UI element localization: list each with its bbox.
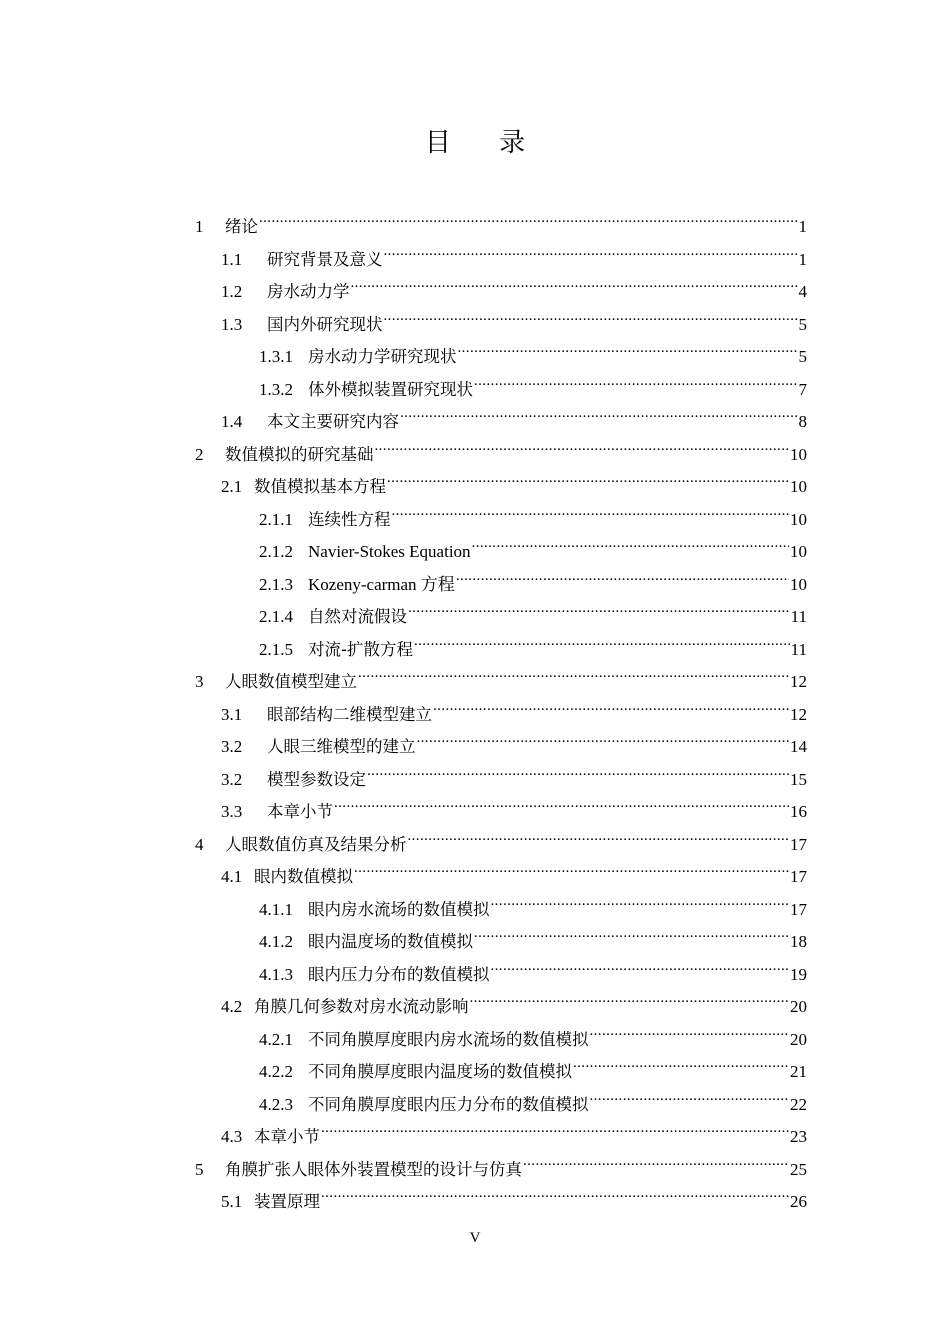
toc-leader-dots (573, 1045, 789, 1077)
toc-entry[interactable] (259, 363, 807, 399)
toc-leader-dots (433, 688, 789, 720)
toc-entry-title: Navier-Stokes Equation (308, 542, 471, 561)
toc-entry-number: 4.2.3 (259, 1094, 293, 1114)
toc-leader-dots (472, 525, 789, 557)
toc-entry[interactable] (221, 460, 807, 496)
toc-entry-title: 装置原理 (254, 1192, 320, 1211)
toc-entry-page: 17 (790, 867, 807, 886)
toc-entry-page: 14 (790, 737, 807, 756)
toc-leader-dots (456, 558, 789, 590)
toc-entry[interactable] (195, 428, 807, 464)
toc-entry-number: 5 (195, 1159, 204, 1179)
toc-entry-page: 10 (790, 444, 807, 464)
toc-entry-title: 不同角膜厚度眼内房水流场的数值模拟 (308, 1029, 589, 1049)
toc-entry-title: 模型参数设定 (267, 769, 366, 789)
toc-leader-dots (358, 655, 789, 687)
toc-leader-dots (474, 363, 798, 395)
toc-entry-page: 15 (790, 769, 807, 789)
toc-title: 目 录 (424, 128, 546, 158)
toc-entry-number: 4.1.3 (259, 964, 293, 984)
toc-entry[interactable] (195, 818, 807, 854)
toc-entry[interactable] (221, 265, 807, 301)
toc-entry[interactable] (221, 1110, 807, 1146)
toc-entry-number: 2.1 (221, 477, 243, 496)
toc-leader-dots (387, 460, 789, 492)
toc-entry-number: 3 (195, 672, 204, 691)
toc-leader-dots (375, 428, 790, 460)
toc-entry-number: 3.2 (221, 769, 243, 789)
toc-entry[interactable] (259, 558, 807, 594)
toc-entry[interactable] (195, 200, 807, 236)
toc-entry-title: 自然对流假设 (308, 607, 407, 626)
toc-entry-page: 17 (790, 834, 807, 854)
toc-entry[interactable] (259, 493, 807, 529)
toc-leader-dots (351, 265, 798, 297)
toc-entry-page: 12 (790, 672, 807, 691)
toc-entry-number: 3.1 (221, 704, 243, 724)
toc-entry[interactable] (221, 720, 807, 756)
toc-entry-title: 角膜扩张人眼体外装置模型的设计与仿真 (225, 1159, 522, 1179)
page-number: V (469, 1230, 481, 1246)
toc-entry[interactable] (221, 688, 807, 724)
toc-entry-number: 2.1.1 (259, 509, 293, 529)
toc-entry-title: 眼部结构二维模型建立 (267, 704, 432, 724)
toc-entry-number: 2 (195, 444, 204, 464)
toc-entry-title: 本章小节 (267, 802, 333, 821)
toc-leader-dots (321, 1110, 789, 1142)
toc-entry-number: 2.1.2 (259, 542, 293, 561)
toc-leader-dots (400, 395, 798, 427)
toc-entry-number: 1 (195, 217, 204, 236)
toc-entry-title: 体外模拟装置研究现状 (308, 379, 473, 399)
toc-entry-page: 20 (790, 997, 807, 1016)
toc-entry-title: 研究背景及意义 (267, 249, 383, 269)
toc-entry-page: 8 (798, 412, 807, 431)
toc-entry-number: 4.2 (221, 997, 243, 1016)
toc-leader-dots (590, 1013, 790, 1045)
toc-entry-number: 4.1.2 (259, 932, 293, 951)
toc-entry[interactable] (195, 655, 807, 691)
toc-entry-title: 眼内温度场的数值模拟 (308, 932, 473, 951)
toc-entry-number: 4 (195, 834, 204, 854)
toc-entry-number: 1.4 (221, 412, 243, 431)
toc-entry-page: 18 (790, 932, 807, 951)
toc-entry-number: 2.1.3 (259, 574, 293, 594)
toc-entry-number: 1.2 (221, 282, 243, 301)
toc-entry-title: 本文主要研究内容 (267, 412, 399, 431)
toc-entry-title: Kozeny-carman 方程 (308, 574, 455, 594)
toc-leader-dots (334, 785, 789, 817)
toc-entry[interactable] (259, 623, 807, 659)
toc-entry-page: 10 (790, 477, 807, 496)
toc-entry-title: 人眼数值模型建立 (225, 672, 357, 691)
toc-entry-title: 连续性方程 (308, 509, 391, 529)
toc-entry-number: 1.3 (221, 314, 243, 334)
toc-entry-page: 10 (790, 542, 807, 561)
toc-entry-number: 5.1 (221, 1192, 243, 1211)
toc-entry-number: 1.1 (221, 249, 243, 269)
toc-leader-dots (384, 298, 798, 330)
toc-entry[interactable] (259, 883, 807, 919)
toc-entry-title: 房水动力学 (267, 282, 350, 301)
toc-entry-title: 不同角膜厚度眼内压力分布的数值模拟 (308, 1094, 589, 1114)
toc-entry-number: 1.3.2 (259, 379, 293, 399)
toc-entry-title: 绪论 (225, 217, 258, 236)
toc-entry-page: 1 (798, 249, 807, 269)
toc-entry-number: 1.3.1 (259, 347, 293, 366)
toc-leader-dots (384, 233, 798, 265)
toc-entry-page: 16 (790, 802, 807, 821)
toc-entry-number: 2.1.4 (259, 607, 293, 626)
toc-leader-dots (491, 883, 790, 915)
toc-entry-page: 22 (790, 1094, 807, 1114)
toc-entry-page: 20 (790, 1029, 807, 1049)
toc-entry[interactable] (195, 1143, 807, 1179)
toc-entry-number: 3.2 (221, 737, 243, 756)
toc-entry-page: 11 (790, 607, 807, 626)
toc-entry-title: 数值模拟基本方程 (254, 477, 386, 496)
toc-entry[interactable] (259, 330, 807, 366)
toc-entry-page: 23 (790, 1127, 807, 1146)
toc-entry-number: 3.3 (221, 802, 243, 821)
toc-leader-dots (408, 818, 790, 850)
toc-entry-page: 26 (790, 1192, 807, 1211)
toc-entry-title: 对流-扩散方程 (308, 639, 413, 659)
toc-entry-page: 17 (790, 899, 807, 919)
toc-entry[interactable] (221, 850, 807, 886)
toc-leader-dots (523, 1143, 789, 1175)
toc-entry-page: 10 (790, 509, 807, 529)
toc-entry[interactable] (221, 753, 807, 789)
toc-entry-title: 角膜几何参数对房水流动影响 (254, 997, 469, 1016)
toc-leader-dots (354, 850, 789, 882)
toc-leader-dots (470, 980, 790, 1012)
toc-entry[interactable] (259, 915, 807, 951)
toc-entry-title: 数值模拟的研究基础 (225, 444, 374, 464)
toc-entry[interactable] (221, 233, 807, 269)
toc-entry-number: 4.2.1 (259, 1029, 293, 1049)
toc-leader-dots (367, 753, 789, 785)
toc-entry[interactable] (221, 1175, 807, 1211)
toc-leader-dots (417, 720, 790, 752)
toc-leader-dots (414, 623, 790, 655)
toc-leader-dots (590, 1078, 790, 1110)
toc-leader-dots (392, 493, 790, 525)
toc-entry-number: 4.2.2 (259, 1062, 293, 1081)
toc-entry-page: 5 (798, 314, 807, 334)
toc-entry-title: 房水动力学研究现状 (308, 347, 457, 366)
toc-entry-title: 国内外研究现状 (267, 314, 383, 334)
toc-entry[interactable] (259, 948, 807, 984)
toc-entry-page: 21 (790, 1062, 807, 1081)
toc-entry-page: 12 (790, 704, 807, 724)
toc-leader-dots (458, 330, 798, 362)
toc-entry-title: 眼内压力分布的数值模拟 (308, 964, 490, 984)
toc-leader-dots (408, 590, 790, 622)
toc-entry-page: 10 (790, 574, 807, 594)
toc-entry-number: 2.1.5 (259, 639, 293, 659)
toc-entry[interactable] (259, 590, 807, 626)
toc-entry-page: 5 (798, 347, 807, 366)
toc-leader-dots (474, 915, 789, 947)
toc-leader-dots (259, 200, 798, 232)
toc-entry[interactable] (221, 785, 807, 821)
toc-leader-dots (491, 948, 790, 980)
toc-leader-dots (321, 1175, 789, 1207)
toc-entry-title: 人眼三维模型的建立 (267, 737, 416, 756)
toc-entry-title: 眼内数值模拟 (254, 867, 353, 886)
toc-entry[interactable] (259, 525, 807, 561)
toc-entry[interactable] (259, 1078, 807, 1114)
toc-entry-page: 1 (798, 217, 807, 236)
toc-entry-title: 眼内房水流场的数值模拟 (308, 899, 490, 919)
toc-entry-number: 4.1.1 (259, 899, 293, 919)
toc-entry[interactable] (221, 298, 807, 334)
toc-entry-page: 19 (790, 964, 807, 984)
toc-entry[interactable] (259, 1045, 807, 1081)
toc-entry-number: 4.1 (221, 867, 243, 886)
toc-entry-page: 7 (798, 379, 807, 399)
toc-entry-page: 25 (790, 1159, 807, 1179)
toc-entry-title: 不同角膜厚度眼内温度场的数值模拟 (308, 1062, 572, 1081)
toc-entry[interactable] (259, 1013, 807, 1049)
toc-entry-page: 4 (798, 282, 807, 301)
toc-entry[interactable] (221, 980, 807, 1016)
toc-entry-number: 4.3 (221, 1127, 243, 1146)
toc-entry-title: 本章小节 (254, 1127, 320, 1146)
toc-entry-page: 11 (790, 639, 807, 659)
toc-entry[interactable] (221, 395, 807, 431)
toc-entry-title: 人眼数值仿真及结果分析 (225, 834, 407, 854)
